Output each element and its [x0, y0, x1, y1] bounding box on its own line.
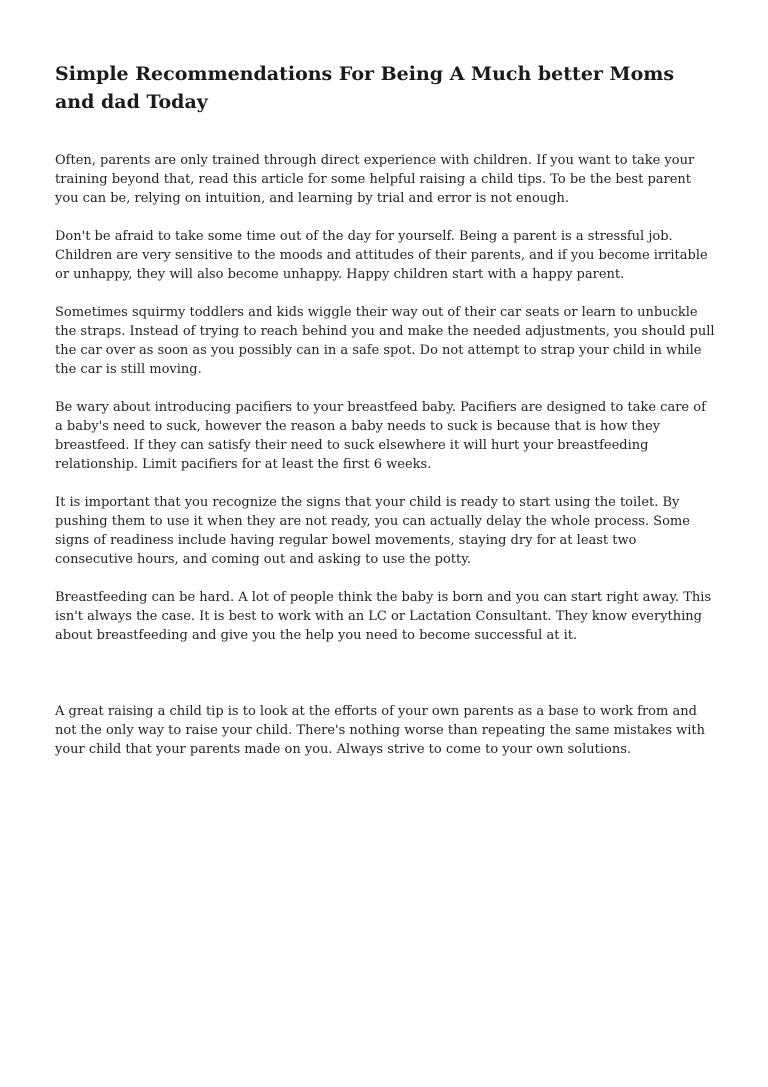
- paragraph-self-care: Don't be afraid to take some time out of the day for yourself. Being a parent is a stressful job. Children are very sensitive to the moods and attitudes of their parents, and if you become irritable or unhappy, they will also become unhappy. Happy children start with a happy parent.: [55, 229, 708, 282]
- paragraph-car-seats: Sometimes squirmy toddlers and kids wiggle their way out of their car seats or learn to unbuckle the straps. Instead of trying to reach behind you and make the needed adjustments, you should pull the car over as soon as you possibly can in a safe spot. Do not attempt to strap your child in while the car is still moving.: [55, 305, 715, 377]
- paragraph-pacifiers: Be wary about introducing pacifiers to your breastfeed baby. Pacifiers are designed to take care of a baby's need to suck, however the reason a baby needs to suck is because that is how they breastfeed. If they can satisfy their need to suck elsewhere it will hurt your breastfeeding relationship. Limit pacifiers for at least the first 6 weeks.: [55, 400, 706, 472]
- paragraph-parents-tip: A great raising a child tip is to look at the efforts of your own parents as a base to work from and not the only way to raise your child. There's nothing worse than repeating the same mistakes with your child that your parents made on you. Always strive to come to your own solutions.: [55, 704, 705, 757]
- document-title: Simple Recommendations For Being A Much better Moms and dad Today: [55, 63, 675, 113]
- document-page: [55, 60, 715, 759]
- paragraph-breastfeeding: Breastfeeding can be hard. A lot of people think the baby is born and you can start right away. This isn't always the case. It is best to work with an LC or Lactation Consultant. They know everything about breastfeeding and give you the help you need to become successful at it.: [55, 590, 712, 643]
- paragraph-toilet-training: It is important that you recognize the signs that your child is ready to start using the toilet. By pushing them to use it when they are not ready, you can actually delay the whole process. Some signs of readiness include having regular bowel movements, staying dry for at least two consecutive hours, and coming out and asking to use the potty.: [55, 495, 690, 567]
- paragraph-intro: Often, parents are only trained through direct experience with children. If you want to take your training beyond that, read this article for some helpful raising a child tips. To be the best parent you can be, relying on intuition, and learning by trial and error is not enough.: [55, 153, 695, 206]
